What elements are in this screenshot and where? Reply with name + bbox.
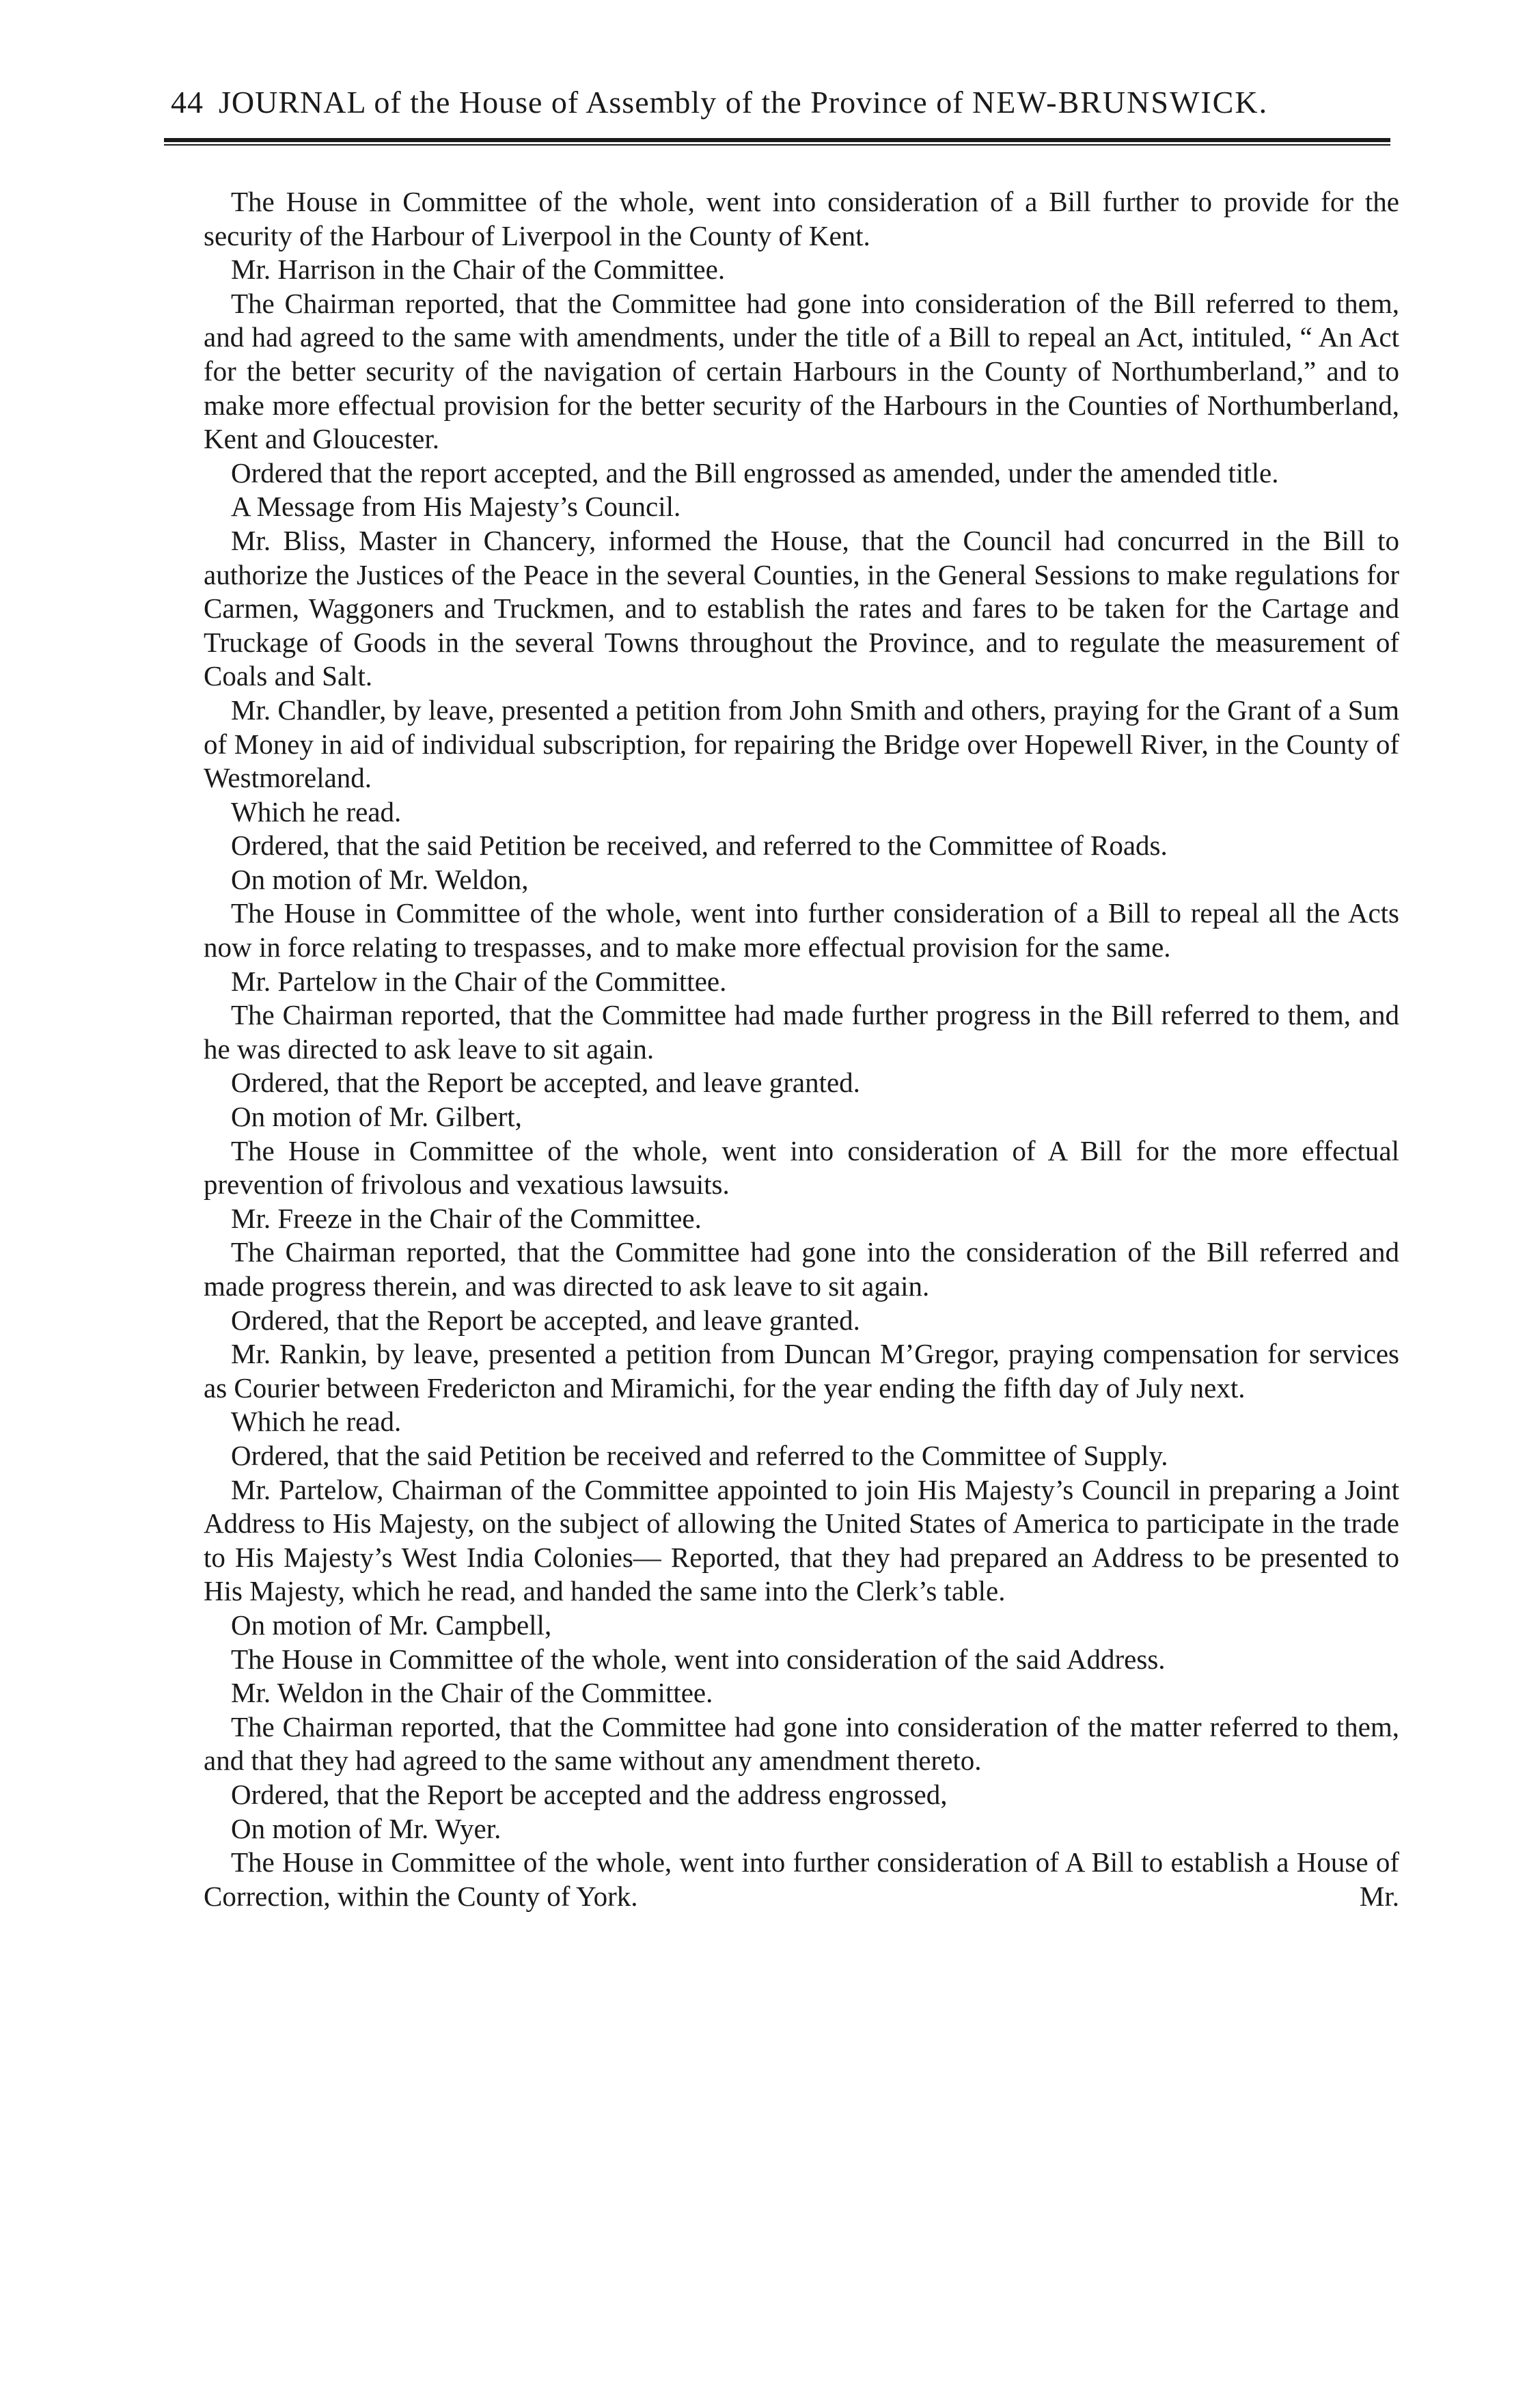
entry-paragraph: The House in Committee of the whole, went into consideration of A Bill for the more effectual prevention of frivolous and vexatious lawsuits. — [204, 1134, 1399, 1201]
entry-paragraph: On motion of Mr. Wyer. — [231, 1812, 501, 1844]
entry-paragraph: Which he read. — [231, 1406, 402, 1438]
entry-paragraph: Mr. Chandler, by leave, presented a petition from John Smith and others, praying for the Grant of a Sum of Money in aid of individual subscription, for repairing the Bridge over Hopewell River, in the County of Westmoreland. — [204, 694, 1399, 794]
entry-paragraph: The Chairman reported, that the Committee had gone into consideration of the matter referred to them, and that they had agreed to the same without any amendment thereto. — [204, 1710, 1399, 1777]
entry-paragraph: The House in Committee of the whole, went into consideration of a Bill further to provide for the security of the Harbour of Liverpool in the County of Kent. — [204, 186, 1399, 251]
entry-paragraph: Ordered that the report accepted, and the Bill engrossed as amended, under the amended title. — [231, 456, 1279, 489]
entry-paragraph: The House in Committee of the whole, went into further consideration of a Bill to repeal all the Acts now in force relating to trespasses, and to make more effectual provision for the same. — [204, 897, 1399, 963]
entry-paragraph: On motion of Mr. Weldon, — [231, 863, 529, 895]
entry-paragraph: Mr. Partelow, Chairman of the Committee appointed to join His Majesty’s Council in preparing a Joint Address to His Majesty, on the subject of allowing the United States of America to participate in the trade to His Majesty’s West India Colonies— Reported, that they had prepared an Address to be presented to His Majesty, which he read, and handed the same into the Clerk’s table. — [204, 1473, 1399, 1607]
entry-paragraph: Which he read. — [231, 795, 402, 828]
entry-paragraph: On motion of Mr. Gilbert, — [231, 1101, 522, 1133]
journal-title: JOURNAL of the House of Assembly of the Province of — [219, 85, 964, 120]
entry-paragraph: The Chairman reported, that the Committee had gone into the consideration of the Bill referred and made progress therein, and was directed to ask leave to sit again. — [204, 1236, 1399, 1302]
entry-paragraph: The House in Committee of the whole, went into consideration of the said Address. — [231, 1643, 1166, 1675]
catchword: Mr. — [1359, 1880, 1399, 1912]
entry-paragraph: Mr. Freeze in the Chair of the Committee. — [231, 1202, 702, 1234]
entry-paragraph: Ordered, that the Report be accepted, and leave granted. — [231, 1067, 860, 1099]
entry-paragraph: On motion of Mr. Campbell, — [231, 1609, 552, 1641]
entry-paragraph: A Message from His Majesty’s Council. — [231, 491, 681, 523]
entry-paragraph: Mr. Harrison in the Chair of the Committee. — [231, 254, 726, 286]
header-rule — [164, 138, 1390, 146]
entry-paragraph: Ordered, that the Report be accepted and the address engrossed, — [231, 1778, 948, 1810]
entry-paragraph: Ordered, that the Report be accepted, and leave granted. — [231, 1304, 860, 1336]
entry-paragraph: Ordered, that the said Petition be received, and referred to the Committee of Roads. — [231, 830, 1168, 862]
entry-paragraph: Mr. Bliss, Master in Chancery, informed the House, that the Council had concurred in the Bill to authorize the Justices of the Peace in the several Counties, in the General Sessions to make regulations for Carmen, Waggoners and Truckmen, and to establish the rates and fares to be taken for the Cartage and Truckage of Goods in the several Towns throughout the Province, and to regulate the measurement of Coals and Salt. — [204, 524, 1399, 692]
entry-paragraph: Mr. Rankin, by leave, presented a petition from Duncan M’Gregor, praying compensation for services as Courier between Fredericton and Miramichi, for the year ending the fifth day of July next. — [204, 1338, 1399, 1404]
page-number: 44 — [171, 85, 204, 120]
journal-page — [164, 82, 1399, 1913]
running-head — [171, 82, 1390, 123]
journal-body — [204, 185, 1399, 1913]
entry-paragraph: Ordered, that the said Petition be received and referred to the Committee of Supply. — [231, 1439, 1168, 1471]
entry-paragraph: The House in Committee of the whole, went into further consideration of A Bill to establish a House of Correction, within the County of York. — [204, 1846, 1399, 1912]
entry-paragraph: The Chairman reported, that the Committee had gone into consideration of the Bill referred to them, and had agreed to the same with amendments, under the title of a Bill to repeal an Act, intituled, “ An Act for the better security of the navigation of certain Harbours in the County of Northumberland,” and to make more effectual provision for the better security of the Harbours in the Counties of Northumberland, Kent and Gloucester. — [204, 287, 1399, 455]
entry-paragraph: Mr. Weldon in the Chair of the Committee. — [231, 1677, 713, 1709]
entry-paragraph: Mr. Partelow in the Chair of the Committee. — [231, 965, 727, 997]
entry-paragraph: The Chairman reported, that the Committee had made further progress in the Bill referred to them, and he was directed to ask leave to sit again. — [204, 999, 1399, 1065]
province-name: NEW-BRUNSWICK. — [972, 85, 1269, 120]
